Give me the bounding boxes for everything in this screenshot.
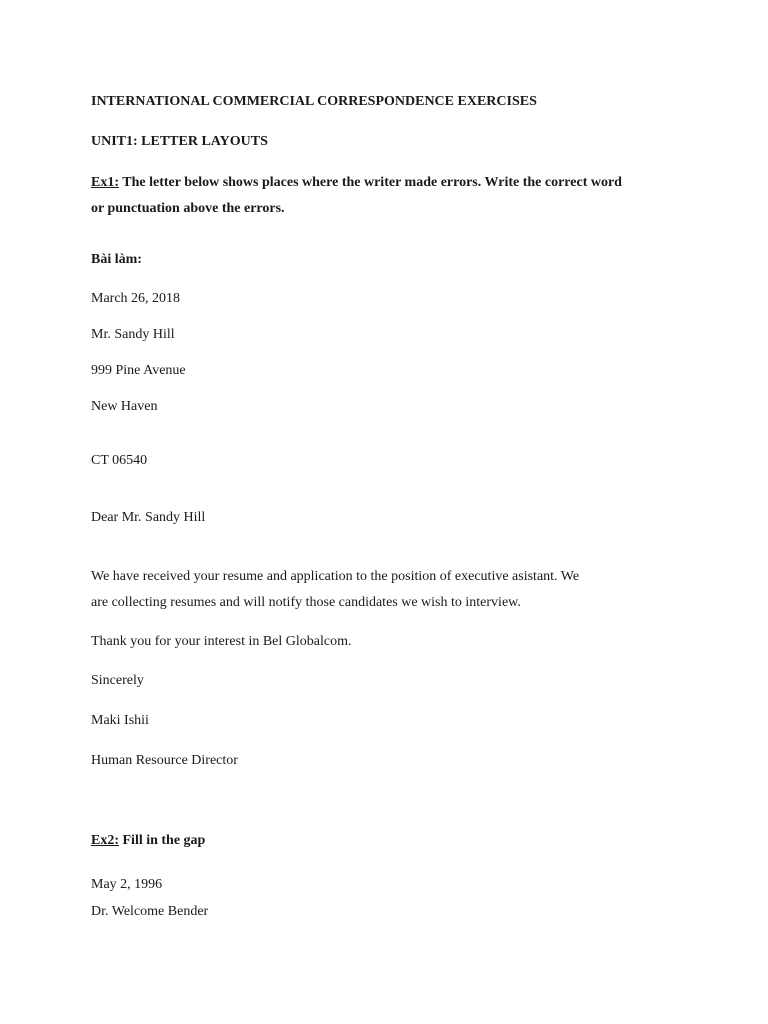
ex1-instruction-line1 xyxy=(91,174,622,192)
letter1-signer-title: Human Resource Director xyxy=(91,753,238,768)
letter1-body-line2: are collecting resumes and will notify those candidates we wish to interview. xyxy=(91,595,521,610)
letter1-salutation: Dear Mr. Sandy Hill xyxy=(91,510,206,525)
answer-label: Bài làm: xyxy=(91,252,142,267)
letter2-date: May 2, 1996 xyxy=(91,877,163,892)
unit-heading: UNIT1: LETTER LAYOUTS xyxy=(91,134,268,149)
letter1-street: 999 Pine Avenue xyxy=(91,363,186,378)
letter1-recipient-name: Mr. Sandy Hill xyxy=(91,327,175,342)
ex2-instruction: Fill in the gap xyxy=(119,833,206,848)
letter1-closing: Sincerely xyxy=(91,673,144,688)
letter2-recipient-name: Dr. Welcome Bender xyxy=(91,904,209,919)
ex1-instruction-text: The letter below shows places where the writer made errors. Write the correct word xyxy=(119,175,622,190)
letter1-signer: Maki Ishii xyxy=(91,713,149,728)
letter1-city: New Haven xyxy=(91,399,158,414)
ex1-instruction-line2: or punctuation above the errors. xyxy=(91,201,285,216)
ex2-heading xyxy=(91,832,205,850)
document-title: INTERNATIONAL COMMERCIAL CORRESPONDENCE EXERCISES xyxy=(91,94,537,109)
letter1-thanks: Thank you for your interest in Bel Globalcom. xyxy=(91,634,352,649)
letter1-state-zip: CT 06540 xyxy=(91,453,148,468)
ex1-label: Ex1: xyxy=(91,175,119,190)
letter1-body-line1: We have received your resume and application to the position of executive asistant. We xyxy=(91,569,580,584)
ex2-label: Ex2: xyxy=(91,833,119,848)
letter1-date: March 26, 2018 xyxy=(91,291,181,306)
